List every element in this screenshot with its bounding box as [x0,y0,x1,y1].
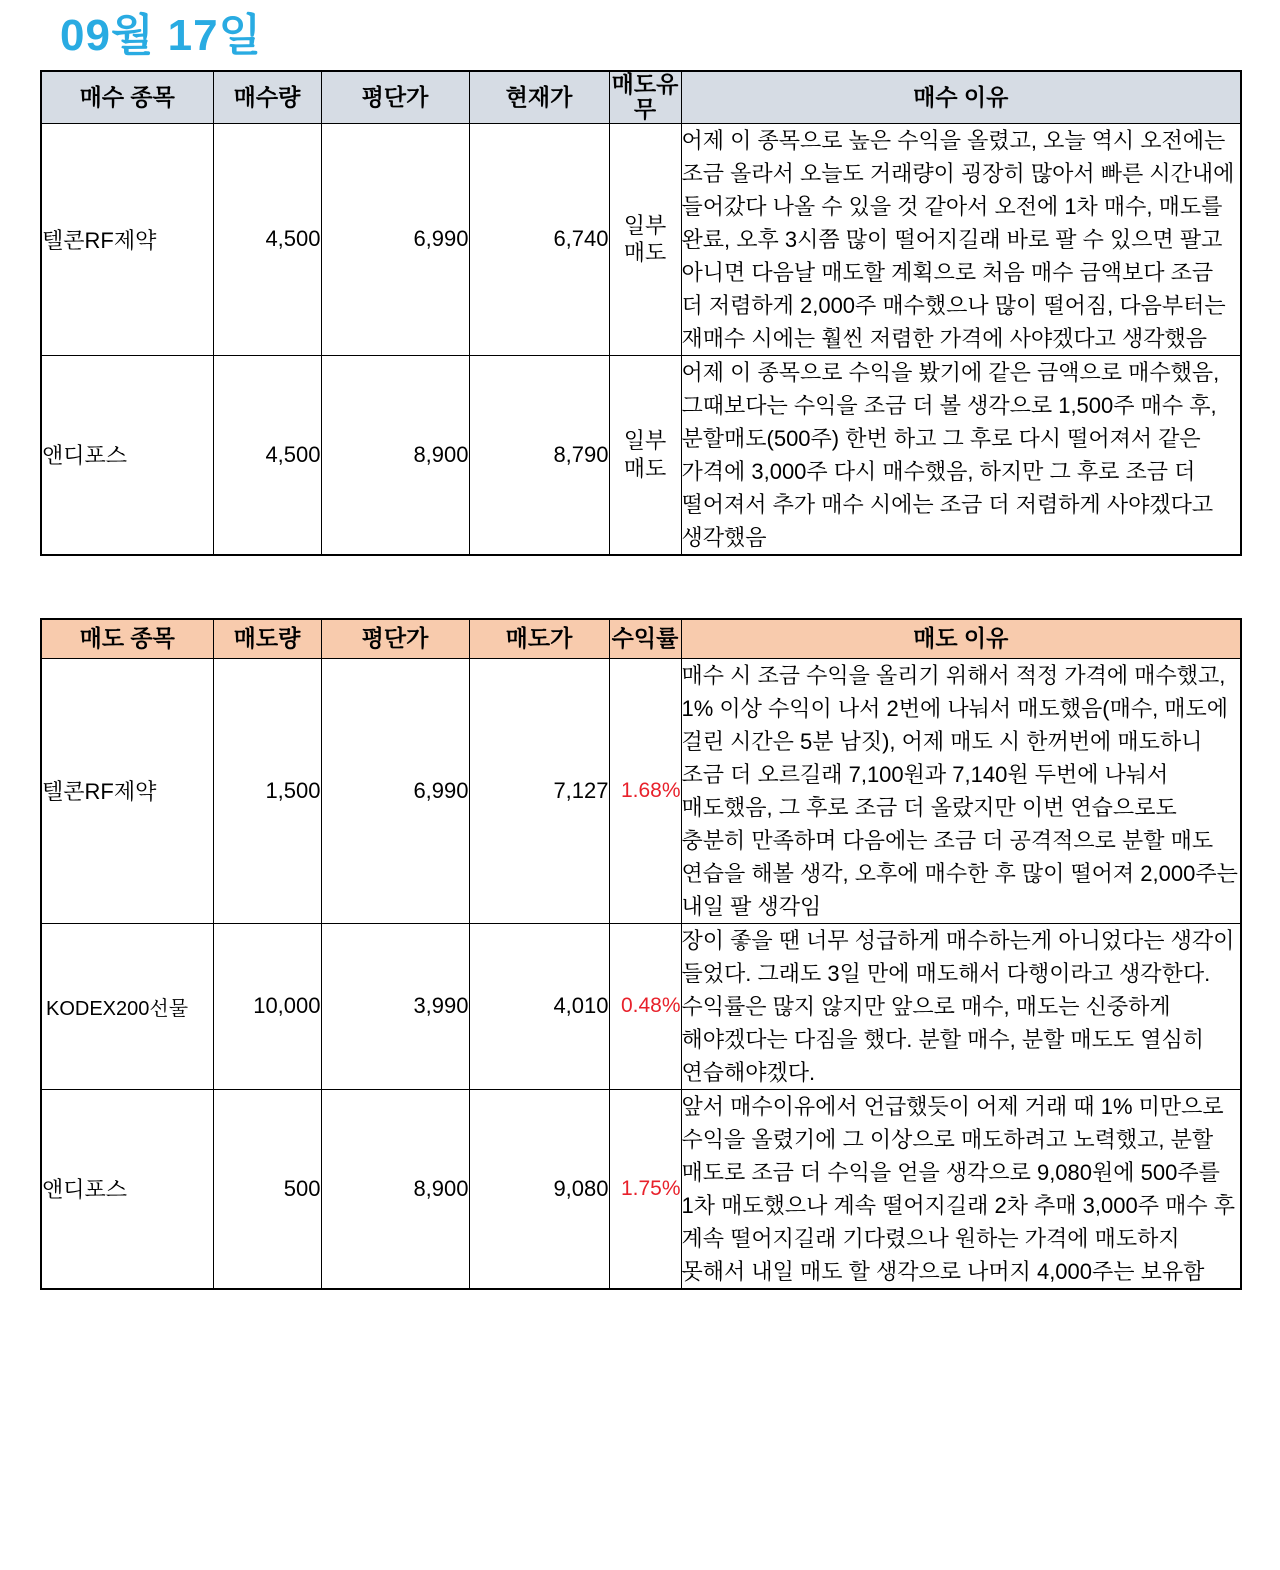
sell-table-header-row [41,619,1241,659]
buy-table [40,70,1242,556]
table-row [41,658,1241,923]
buy-row-quantity: 4,500 [213,355,321,555]
buy-header-avg-price: 평단가 [321,71,469,123]
buy-row-sold-flag [609,123,681,355]
sell-header-avg-price: 평단가 [321,619,469,659]
sell-row-quantity: 500 [213,1089,321,1289]
sell-row-stock: KODEX200선물 [41,923,213,1089]
sell-header-stock: 매도 종목 [41,619,213,659]
table-spacer [40,556,1240,618]
buy-header-reason: 매수 이유 [681,71,1241,123]
sell-row-stock: 텔콘RF제약 [41,658,213,923]
sell-row-reason: 장이 좋을 땐 너무 성급하게 매수하는게 아니었다는 생각이 들었다. 그래도 3일 만에 매도해서 다행이라고 생각한다. 수익률은 많지 않지만 앞으로 매수, 매도는 신중하게 해야겠다는 다짐을 했다. 분할 매수, 분할 매도도 열심히 연습해야겠다. [681,923,1241,1089]
sell-header-reason: 매도 이유 [681,619,1241,659]
sell-row-reason: 매수 시 조금 수익을 올리기 위해서 적정 가격에 매수했고, 1% 이상 수익이 나서 2번에 나눠서 매도했음(매수, 매도에 걸린 시간은 5분 남짓), 어제 매도 시 한꺼번에 매도하니 조금 더 오르길래 7,100원과 7,140원 두번에 나눠서 매도했음, 그 후로 조금 더 올랐지만 이번 연습으로도 충분히 만족하며 다음에는 조금 더 공격적으로 분할 매도 연습을 해볼 생각, 오후에 매수한 후 많이 떨어져 2,000주는 내일 팔 생각임 [681,658,1241,923]
buy-row-avg-price: 6,990 [321,123,469,355]
buy-row-quantity: 4,500 [213,123,321,355]
sell-row-reason: 앞서 매수이유에서 언급했듯이 어제 거래 때 1% 미만으로 수익을 올렸기에 그 이상으로 매도하려고 노력했고, 분할 매도로 조금 더 수익을 얻을 생각으로 9,080원에 500주를 1차 매도했으나 계속 떨어지길래 2차 추매 3,000주 매수 후 계속 떨어지길래 기다렸으나 원하는 가격에 매도하지 못해서 내일 매도 할 생각으로 나머지 4,000주는 보유함 [681,1089,1241,1289]
buy-header-sold-flag: 매도유무 [609,71,681,123]
sell-header-quantity: 매도량 [213,619,321,659]
sell-row-avg-price: 8,900 [321,1089,469,1289]
sell-row-stock: 앤디포스 [41,1089,213,1289]
buy-row-stock: 텔콘RF제약 [41,123,213,355]
sell-row-profit-rate: 1.68% [609,658,681,923]
page-title: 09월 17일 [60,11,263,60]
table-row [41,355,1241,555]
sell-header-sell-price: 매도가 [469,619,609,659]
sold-flag-line-2: 매도 [623,455,667,481]
sold-flag-line-1: 일부 [623,212,667,238]
sell-row-quantity: 1,500 [213,658,321,923]
buy-row-reason: 어제 이 종목으로 높은 수익을 올렸고, 오늘 역시 오전에는 조금 올라서 오늘도 거래량이 굉장히 많아서 빠른 시간내에 들어갔다 나올 수 있을 것 같아서 오전에 1차 매수, 매도를 완료, 오후 3시쯤 많이 떨어지길래 바로 팔 수 있으면 팔고 아니면 다음날 매도할 계획으로 처음 매수 금액보다 조금 더 저렴하게 2,000주 매수했으나 많이 떨어짐, 다음부터는 재매수 시에는 훨씬 저렴한 가격에 사야겠다고 생각했음 [681,123,1241,355]
buy-header-current-price: 현재가 [469,71,609,123]
buy-header-quantity: 매수량 [213,71,321,123]
sell-row-profit-rate: 0.48% [609,923,681,1089]
sell-row-avg-price: 6,990 [321,658,469,923]
buy-header-stock: 매수 종목 [41,71,213,123]
table-row [41,1089,1241,1289]
sell-row-quantity: 10,000 [213,923,321,1089]
buy-row-avg-price: 8,900 [321,355,469,555]
buy-table-header-row [41,71,1241,123]
sell-row-profit-rate: 1.75% [609,1089,681,1289]
buy-row-current-price: 6,740 [469,123,609,355]
buy-row-stock: 앤디포스 [41,355,213,555]
sell-row-sell-price: 4,010 [469,923,609,1089]
sell-row-avg-price: 3,990 [321,923,469,1089]
buy-row-reason: 어제 이 종목으로 수익을 봤기에 같은 금액으로 매수했음, 그때보다는 수익을 조금 더 볼 생각으로 1,500주 매수 후, 분할매도(500주) 한번 하고 그 후로 다시 떨어져서 같은 가격에 3,000주 다시 매수했음, 하지만 그 후로 조금 더 떨어져서 추가 매수 시에는 조금 더 저렴하게 사야겠다고 생각했음 [681,355,1241,555]
sold-flag-line-1: 일부 [623,428,667,454]
buy-row-current-price: 8,790 [469,355,609,555]
sold-flag-line-2: 매도 [623,240,667,266]
table-row [41,923,1241,1089]
sell-row-sell-price: 9,080 [469,1089,609,1289]
sell-header-profit-rate: 수익률 [609,619,681,659]
buy-row-sold-flag [609,355,681,555]
sell-table [40,618,1242,1290]
table-row [41,123,1241,355]
sell-row-sell-price: 7,127 [469,658,609,923]
